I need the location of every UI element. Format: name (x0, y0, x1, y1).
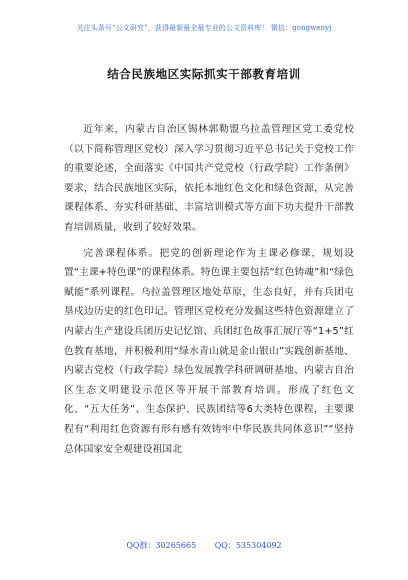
qq-group: QQ群：30265665 (126, 541, 197, 550)
qq-number: QQ：535304092 (214, 541, 282, 550)
paragraph-curriculum: 完善课程体系。把党的创新理论作为主课必修课，规划设置“主课+特色课”的课程体系。特色课主要包括“红色铸魂”和“绿色赋能”系列课程。乌拉盖管理区地处草原，生态良好，并有兵团屯垦戍边历史的红色印记。管理区党校充分发掘这些特色资源建立了内蒙古生产建设兵团历史记忆馆、兵团红色故事汇展厅等“1+5”红色教育基地，并积极利用“绿水青山就是金山银山”实践创新基地、内蒙古党校（行政学院）绿色发展教学科研调研基地、内蒙古自治区生态文明建设示范区等开展干部教育培训。形成了红色文化、“五大任务”、生态保护、民族团结等6大类特色课程，主要课程有“利用红色资源有形有感有效铸牢中华民族共同体意识”“坚持总体国家安全观建设祖国北 (64, 247, 354, 455)
document-title: 结合民族地区实际抓实干部教育培训 (107, 67, 301, 81)
paragraph-intro: 近年来，内蒙古自治区锡林郭勒盟乌拉盖管理区党工委党校（以下简称管理区党校）深入学习贯彻习近平总书记关于党校工作的重要论述，全面落实《中国共产党党校（行政学院）工作条例》要求，结合民族地区实际，依托本地红色文化和绿色资源，从完善课程体系、夯实科研基础、丰富培训模式等方面下功夫提升干部教育培训质量，收到了较好效果。 (64, 124, 354, 233)
document-body (64, 120, 354, 465)
footer-contact (0, 540, 408, 551)
top-banner: 关注头条号“公文研究”，获得最新最全最专业的公文资料库！ 微信：gongwenyj (76, 24, 332, 32)
